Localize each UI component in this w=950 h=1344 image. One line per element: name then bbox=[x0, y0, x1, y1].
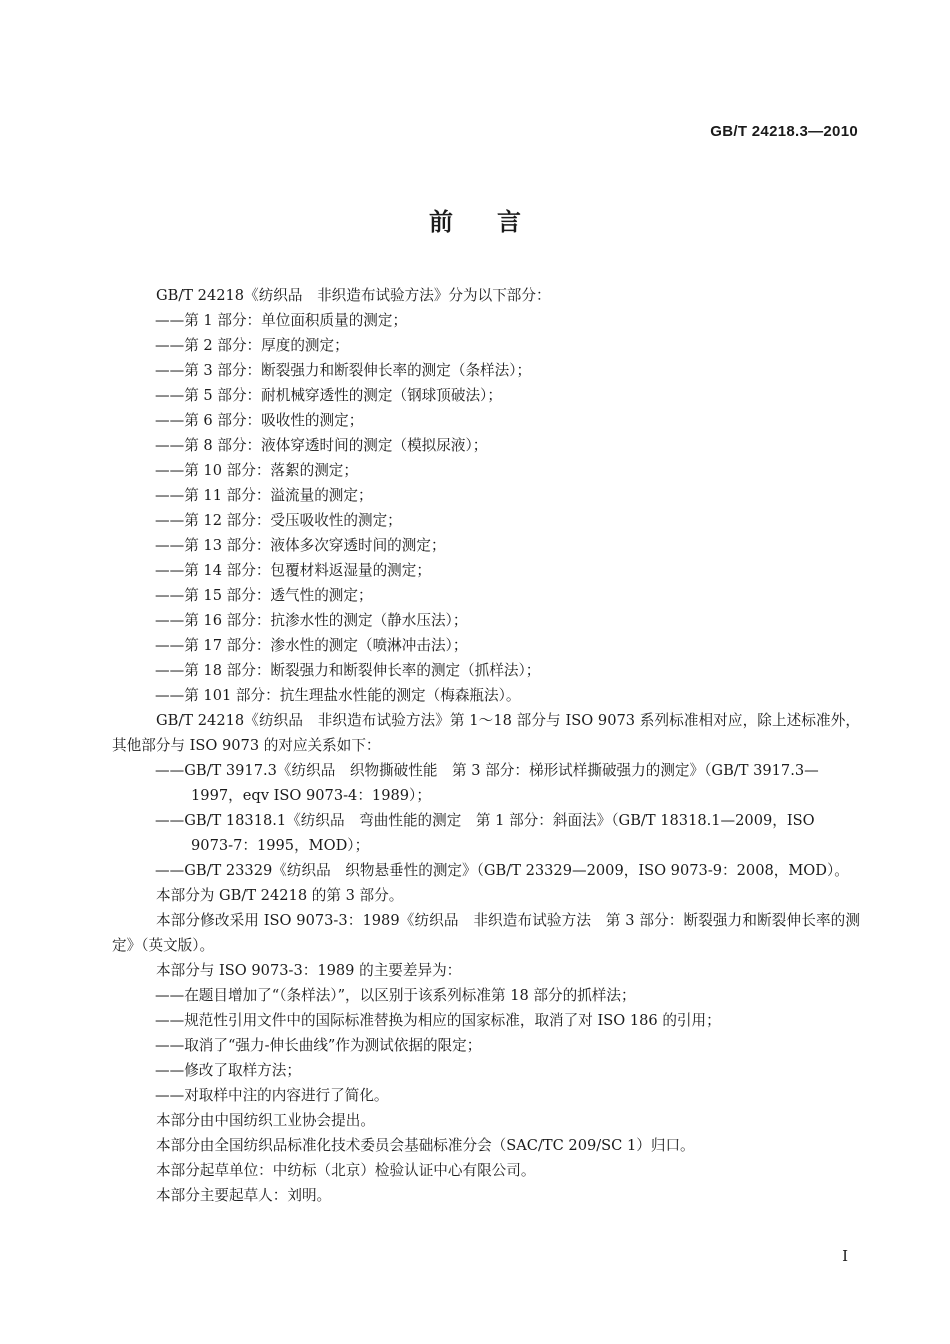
list-item: ——GB/T 18318.1《纺织品 弯曲性能的测定 第 1 部分：斜面法》（GB/T 18318.1—2009，ISO 9073-7：1995，MOD）； bbox=[155, 812, 815, 854]
list-item: ——第 11 部分：溢流量的测定； bbox=[155, 487, 373, 504]
part-statement: 本部分为 GB/T 24218 的第 3 部分。 bbox=[156, 887, 404, 904]
list-item: ——GB/T 23329《纺织品 织物悬垂性的测定》（GB/T 23329—2009，ISO 9073-9：2008，MOD）。 bbox=[155, 862, 849, 879]
correspondence-intro: GB/T 24218《纺织品 非织造布试验方法》第 1～18 部分与 ISO 9073 系列标准相对应，除上述标准外，其他部分与 ISO 9073 的对应关系如下： bbox=[112, 712, 860, 754]
foreword-body bbox=[112, 283, 860, 1208]
list-item: ——第 8 部分：液体穿透时间的测定（模拟尿液）； bbox=[155, 437, 488, 454]
list-item: ——规范性引用文件中的国际标准替换为相应的国家标准，取消了对 ISO 186 的引用； bbox=[155, 1012, 721, 1029]
intro-paragraph: GB/T 24218《纺织品 非织造布试验方法》分为以下部分： bbox=[156, 287, 551, 304]
correspondence-list bbox=[112, 758, 860, 883]
list-item: ——第 15 部分：透气性的测定； bbox=[155, 587, 373, 604]
list-item: ——第 10 部分：落絮的测定； bbox=[155, 462, 358, 479]
list-item: ——GB/T 3917.3《纺织品 织物撕破性能 第 3 部分：梯形试样撕破强力的测定》（GB/T 3917.3—1997，eqv ISO 9073-4：1989）； bbox=[155, 762, 819, 804]
list-item: ——修改了取样方法； bbox=[155, 1062, 301, 1079]
list-item: ——第 13 部分：液体多次穿透时间的测定； bbox=[155, 537, 446, 554]
list-item: ——第 1 部分：单位面积质量的测定； bbox=[155, 312, 408, 329]
list-item: ——第 14 部分：包覆材料返湿量的测定； bbox=[155, 562, 431, 579]
list-item: ——第 2 部分：厚度的测定； bbox=[155, 337, 349, 354]
list-item: ——对取样中注的内容进行了简化。 bbox=[155, 1087, 389, 1104]
list-item: ——第 17 部分：渗水性的测定（喷淋冲击法）； bbox=[155, 637, 468, 654]
list-item: ——第 5 部分：耐机械穿透性的测定（钢球顶破法）； bbox=[155, 387, 502, 404]
drafting-unit: 本部分起草单位：中纺标（北京）检验认证中心有限公司。 bbox=[156, 1162, 536, 1179]
differences-intro: 本部分与 ISO 9073-3：1989 的主要差异为： bbox=[156, 962, 462, 979]
list-item: ——第 3 部分：断裂强力和断裂伸长率的测定（条样法）； bbox=[155, 362, 532, 379]
page-title: 前言 bbox=[429, 208, 565, 236]
list-item: ——第 16 部分：抗渗水性的测定（静水压法）； bbox=[155, 612, 468, 629]
list-item: ——在题目增加了“（条样法）”，以区别于该系列标准第 18 部分的抓样法； bbox=[155, 987, 636, 1004]
adoption-statement: 本部分修改采用 ISO 9073-3：1989《纺织品 非织造布试验方法 第 3 部分：断裂强力和断裂伸长率的测定》（英文版）。 bbox=[112, 912, 860, 954]
drafter: 本部分主要起草人：刘明。 bbox=[156, 1187, 332, 1204]
list-item: ——第 101 部分：抗生理盐水性能的测定（梅森瓶法）。 bbox=[155, 687, 521, 704]
differences-list bbox=[112, 983, 860, 1108]
parts-list bbox=[112, 308, 860, 708]
list-item: ——取消了“强力-伸长曲线”作为测试依据的限定； bbox=[155, 1037, 482, 1054]
list-item: ——第 12 部分：受压吸收性的测定； bbox=[155, 512, 402, 529]
standard-number: GB/T 24218.3—2010 bbox=[710, 123, 858, 140]
proposed-by: 本部分由中国纺织工业协会提出。 bbox=[156, 1112, 375, 1129]
list-item: ——第 18 部分：断裂强力和断裂伸长率的测定（抓样法）； bbox=[155, 662, 541, 679]
centralized-by: 本部分由全国纺织品标准化技术委员会基础标准分会（SAC/TC 209/SC 1）归口。 bbox=[156, 1137, 695, 1154]
list-item: ——第 6 部分：吸收性的测定； bbox=[155, 412, 364, 429]
page-number: I bbox=[842, 1247, 848, 1265]
